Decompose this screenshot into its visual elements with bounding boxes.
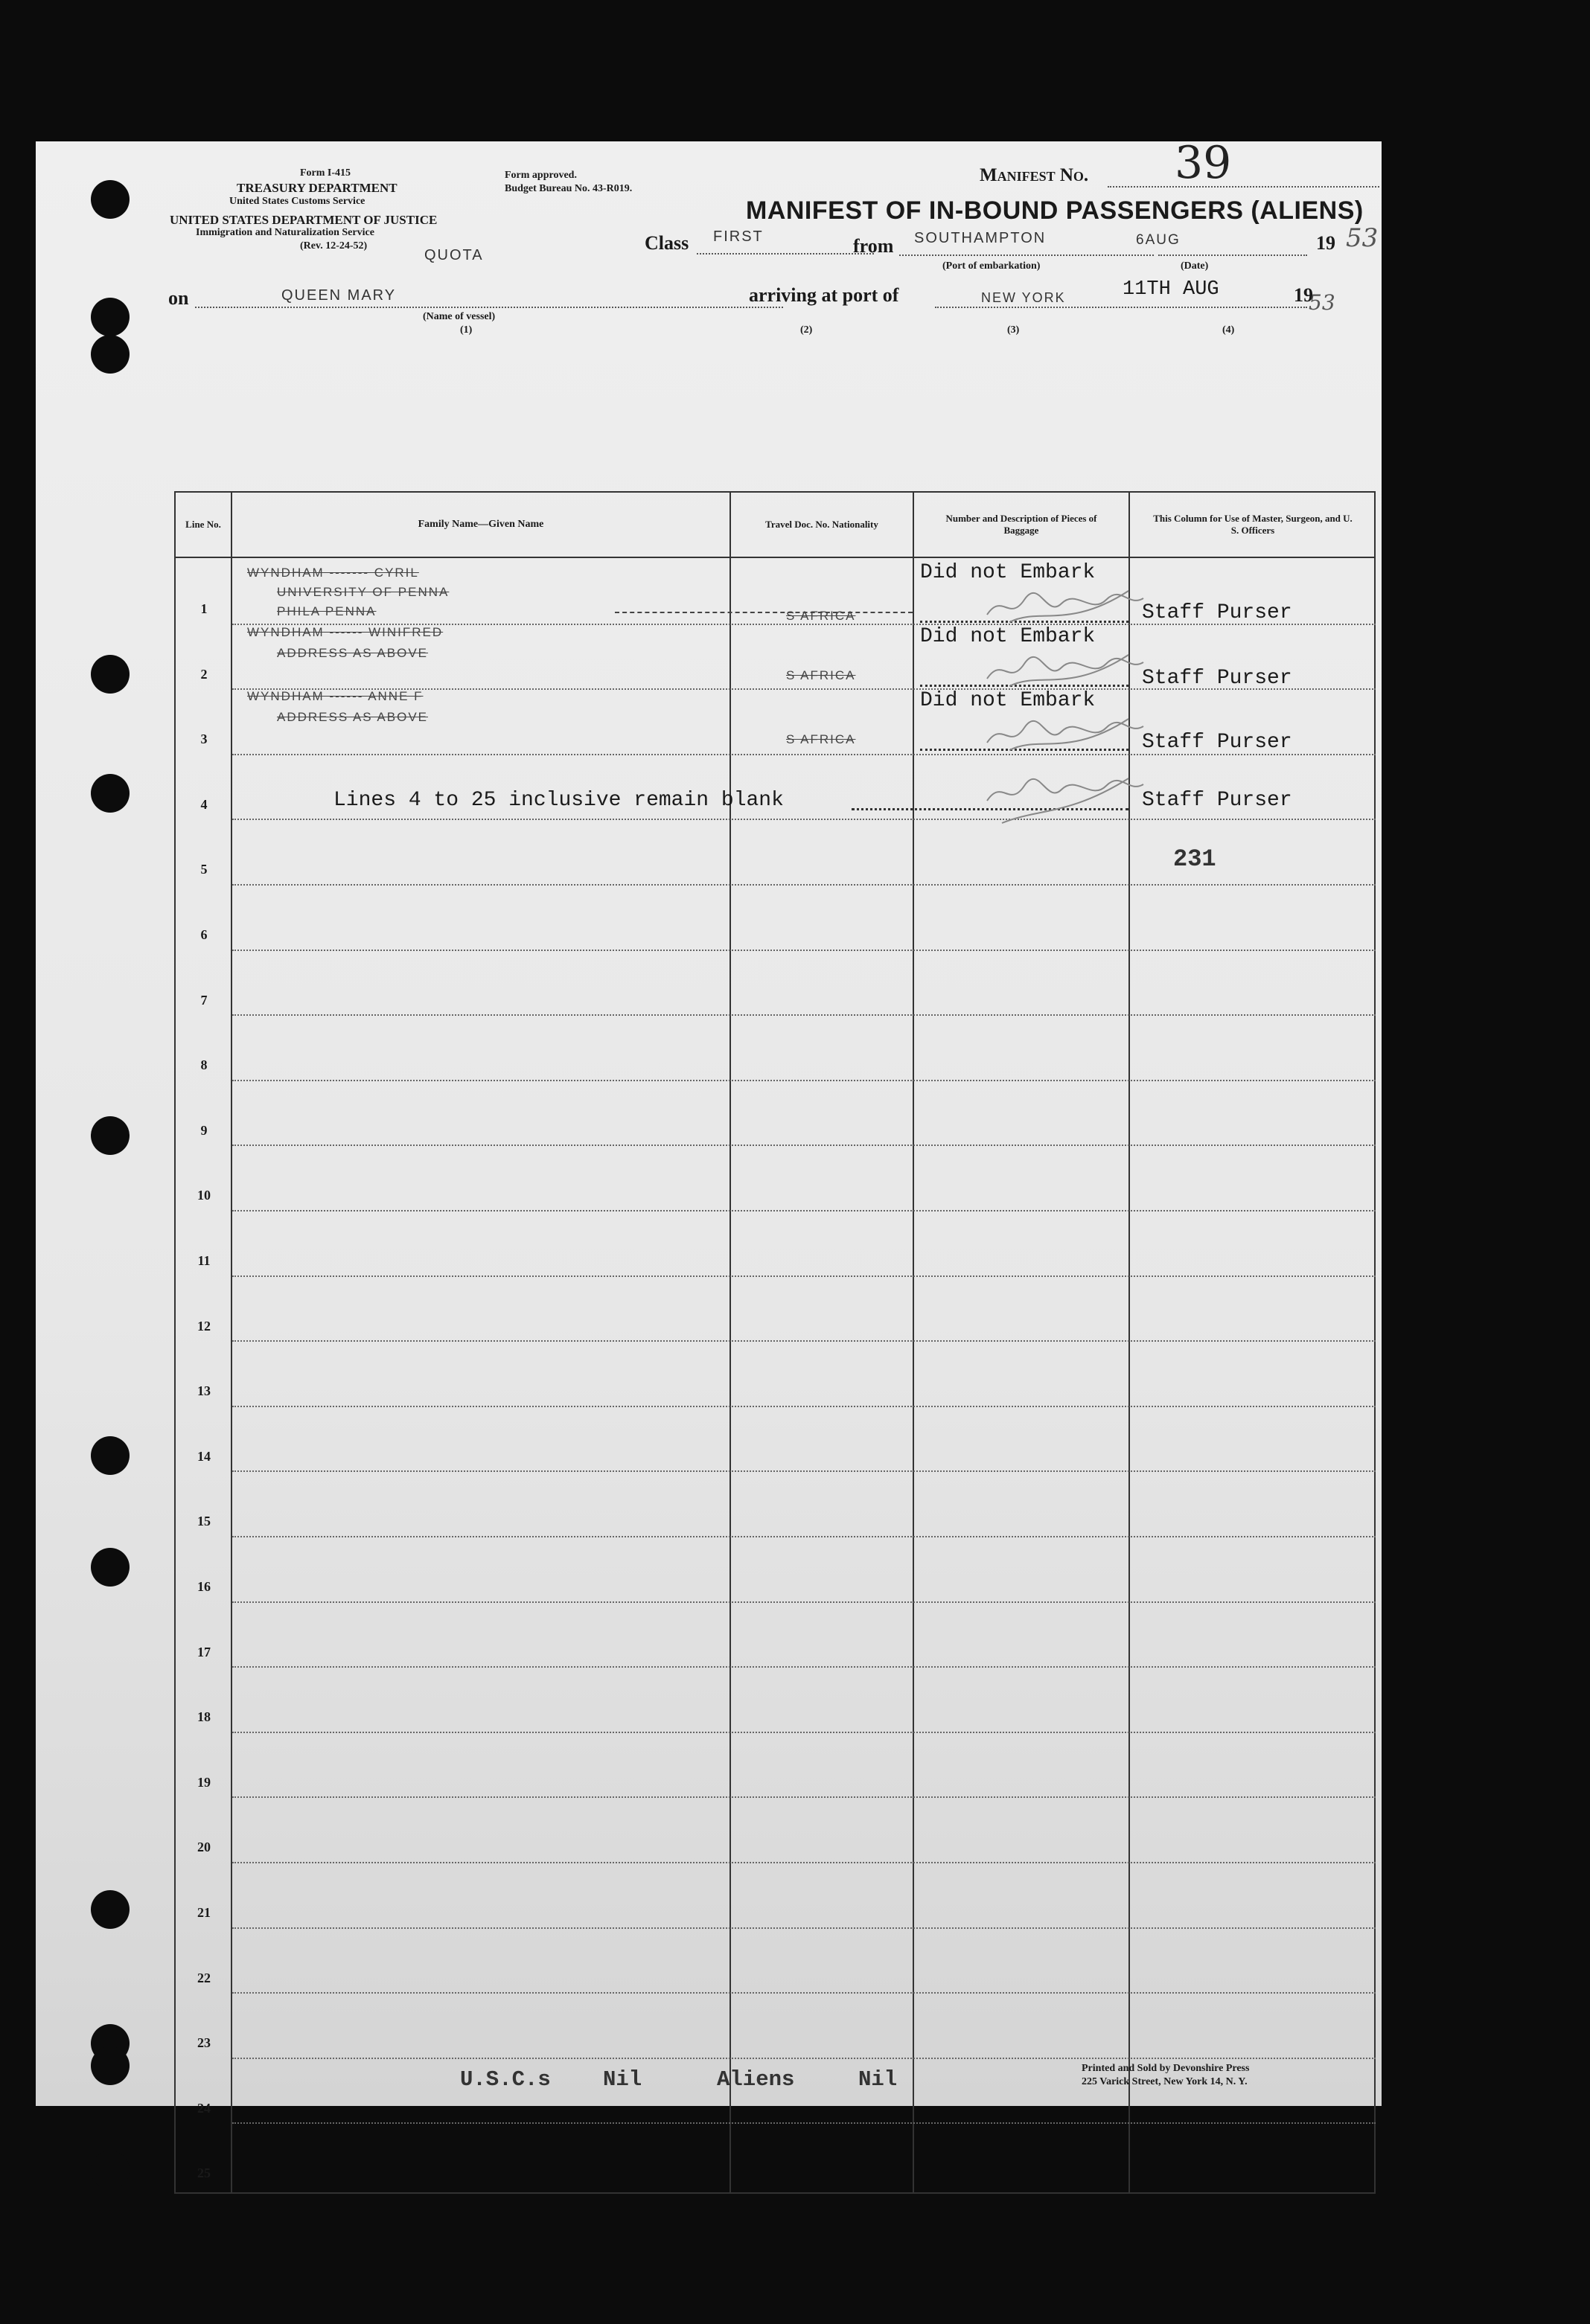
line-number: 10 <box>197 1188 211 1203</box>
line-number: 1 <box>200 601 208 616</box>
entry-2-nationality: S AFRICA <box>786 668 856 682</box>
entry-3-officer: Staff Purser <box>1142 731 1292 754</box>
column-divider <box>913 493 914 2192</box>
row-rule <box>232 1796 1376 1798</box>
punch-hole <box>91 2151 130 2189</box>
manifest-no-label: Manifest No. <box>980 165 1089 185</box>
form-number: Form I-415 <box>300 167 351 179</box>
punch-hole <box>91 774 130 813</box>
line-number: 14 <box>197 1448 211 1464</box>
purser-signatures <box>980 585 1158 830</box>
row-rule <box>232 884 1376 886</box>
uscs-value: Nil <box>603 2067 642 2092</box>
entry-1-nationality: S AFRICA <box>786 609 856 623</box>
line-number: 18 <box>197 1709 211 1725</box>
line-number: 2 <box>200 666 208 682</box>
entry-1-city: PHILA PENNA <box>277 604 377 618</box>
line-number: 20 <box>197 1840 211 1855</box>
date-value: 6AUG <box>1136 232 1181 248</box>
manifest-no-line <box>1108 186 1379 188</box>
punch-hole <box>91 180 130 219</box>
line-number: 25 <box>197 2165 211 2181</box>
from-value: SOUTHAMPTON <box>914 230 1047 246</box>
punch-hole <box>91 655 130 694</box>
printer-line-2: 225 Varick Street, New York 14, N. Y. <box>1082 2076 1248 2087</box>
row-rule <box>232 950 1376 951</box>
line-number: 23 <box>197 2035 211 2051</box>
header-line-no: Line No. <box>185 519 221 531</box>
entry-2-baggage-note: Did not Embark <box>920 625 1096 648</box>
header-baggage: Number and Description of Pieces of Baggage <box>945 513 1097 536</box>
vessel-value: QUEEN MARY <box>281 287 397 304</box>
printer-line-1: Printed and Sold by Devonshire Press <box>1082 2063 1250 2074</box>
budget-bureau: Budget Bureau No. 43-R019. <box>505 183 633 194</box>
row-rule <box>232 1992 1376 1994</box>
line-number: 21 <box>197 1905 211 1920</box>
arrival-port-value: NEW YORK <box>981 290 1066 305</box>
punch-hole <box>91 1436 130 1475</box>
row-rule <box>232 1862 1376 1863</box>
entry-1-baggage-note: Did not Embark <box>920 561 1096 584</box>
row-rule <box>232 1080 1376 1081</box>
header-travel-doc: Travel Doc. No. Nationality <box>765 519 878 531</box>
class-line <box>697 253 874 255</box>
entry-1-name: WYNDHAM ------- CYRIL <box>247 566 419 580</box>
line-number: 5 <box>200 862 208 877</box>
row-rule <box>232 1210 1376 1211</box>
row-rule <box>232 1470 1376 1472</box>
vessel-line <box>195 307 783 308</box>
line-number: 13 <box>197 1383 211 1399</box>
entry-2-name: WYNDHAM ------ WINIFRED <box>247 625 444 639</box>
arriving-label: arriving at port of <box>749 284 899 306</box>
row-rule <box>232 1536 1376 1537</box>
punch-hole <box>91 1548 130 1587</box>
customs-service: United States Customs Service <box>229 196 365 207</box>
entry-3-nationality: S AFRICA <box>786 732 856 746</box>
row-rule <box>232 1145 1376 1146</box>
form-approved: Form approved. <box>505 170 577 181</box>
entry-2-address: ADDRESS AS ABOVE <box>277 646 429 660</box>
row-rule <box>232 1406 1376 1407</box>
row-rule <box>232 1014 1376 1016</box>
aliens-value: Nil <box>858 2067 898 2092</box>
column-caption-1: (1) <box>460 324 473 336</box>
treasury-department: TREASURY DEPARTMENT <box>237 181 398 195</box>
entry-2-officer: Staff Purser <box>1142 667 1292 690</box>
passenger-table <box>174 491 1376 2194</box>
punch-hole <box>91 1116 130 1155</box>
ins-service: Immigration and Naturalization Service <box>196 227 374 238</box>
manifest-page <box>36 137 1382 2181</box>
from-line <box>899 255 1154 256</box>
column-caption-2: (2) <box>800 324 813 336</box>
entry-3-baggage-note: Did not Embark <box>920 689 1096 712</box>
line-number: 16 <box>197 1579 211 1594</box>
row-rule <box>232 1732 1376 1733</box>
year-suffix: 53 <box>1346 223 1379 253</box>
class-value: FIRST <box>713 228 764 245</box>
arrival-year-suffix: 53 <box>1309 290 1335 315</box>
punch-hole <box>91 1890 130 1929</box>
date-line <box>1158 255 1307 256</box>
row-rule <box>232 819 1376 820</box>
row-rule <box>232 1927 1376 1929</box>
entry-1-leader <box>615 612 913 613</box>
line-number: 3 <box>200 732 208 747</box>
manifest-no-value: 39 <box>1175 137 1232 189</box>
row-rule <box>232 1666 1376 1668</box>
line-number: 15 <box>197 1514 211 1529</box>
line-number: 19 <box>197 1774 211 1790</box>
row-rule <box>232 1275 1376 1277</box>
line-number: 9 <box>200 1122 208 1138</box>
from-label: from <box>853 235 894 257</box>
blank-lines-note: Lines 4 to 25 inclusive remain blank <box>333 789 784 812</box>
on-label: on <box>168 287 189 309</box>
row-rule <box>232 2058 1376 2059</box>
punch-hole <box>91 2046 130 2085</box>
arrival-date-value: 11TH AUG <box>1123 278 1219 301</box>
punch-hole <box>91 298 130 336</box>
header-name: Family Name—Given Name <box>418 518 544 530</box>
arrival-line <box>935 307 1307 308</box>
entry-1-address: UNIVERSITY OF PENNA <box>277 585 450 599</box>
header-rule <box>176 557 1374 558</box>
line-number: 22 <box>197 1970 211 1985</box>
line-number: 4 <box>200 796 208 812</box>
punch-hole <box>91 335 130 374</box>
stamp-number: 231 <box>1173 845 1216 873</box>
quota-type: QUOTA <box>424 247 484 263</box>
column-divider <box>231 493 232 2192</box>
column-divider <box>729 493 731 2192</box>
line-number: 11 <box>197 1253 211 1268</box>
arrival-year-prefix: 19 <box>1294 284 1313 306</box>
row-rule <box>232 1340 1376 1342</box>
line-number: 17 <box>197 1644 211 1659</box>
entry-3-name: WYNDHAM ------ ANNE F <box>247 689 424 703</box>
uscs-label: U.S.C.s <box>460 2067 551 2092</box>
row-rule <box>232 2122 1376 2124</box>
justice-department: UNITED STATES DEPARTMENT OF JUSTICE <box>170 213 438 227</box>
manifest-title: MANIFEST OF IN-BOUND PASSENGERS (ALIENS) <box>746 196 1364 225</box>
line-number: 24 <box>197 2100 211 2116</box>
year-prefix: 19 <box>1316 232 1335 254</box>
line-number: 6 <box>200 927 208 942</box>
column-caption-3: (3) <box>1007 324 1020 336</box>
header-officers: This Column for Use of Master, Surgeon, and U. S. Officers <box>1153 513 1353 536</box>
row-rule <box>232 754 1376 755</box>
form-revision: (Rev. 12-24-52) <box>300 240 368 252</box>
line-number: 7 <box>200 992 208 1008</box>
line-number: 12 <box>197 1318 211 1334</box>
class-label: Class <box>645 232 689 254</box>
entry-1-officer: Staff Purser <box>1142 601 1292 624</box>
vessel-caption: (Name of vessel) <box>423 311 496 322</box>
column-caption-4: (4) <box>1222 324 1235 336</box>
line-number: 8 <box>200 1057 208 1073</box>
blank-lines-officer: Staff Purser <box>1142 789 1292 812</box>
date-caption: (Date) <box>1181 260 1209 272</box>
port-embark-caption: (Port of embarkation) <box>942 260 1041 272</box>
aliens-label: Aliens <box>717 2067 795 2092</box>
row-rule <box>232 1601 1376 1603</box>
entry-3-address: ADDRESS AS ABOVE <box>277 710 429 724</box>
